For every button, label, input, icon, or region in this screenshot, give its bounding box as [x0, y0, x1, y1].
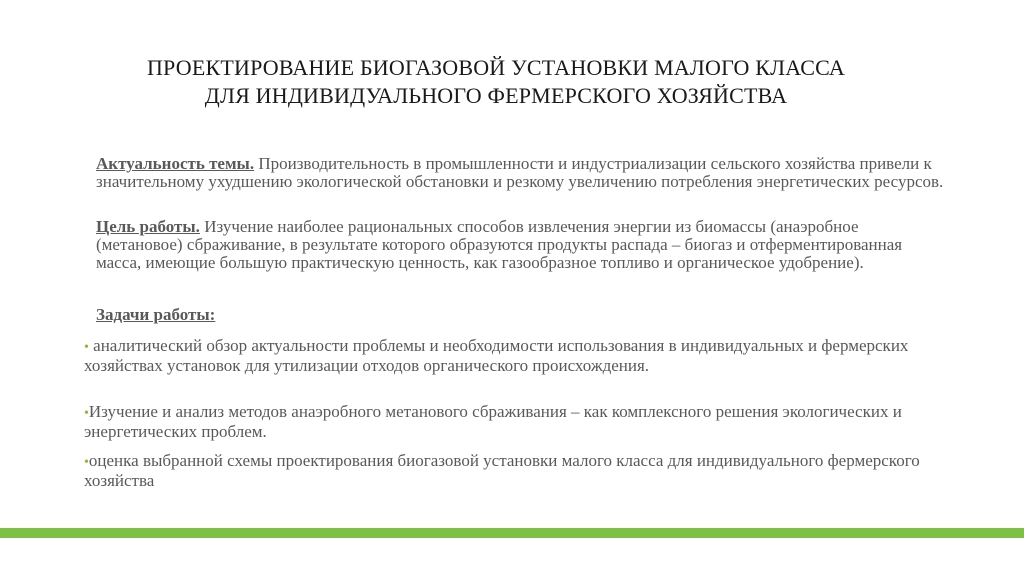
- task-item: [84, 403, 944, 441]
- goal-label: Цель работы.: [96, 217, 200, 236]
- task-item-text: Изучение и анализ методов анаэробного метанового сбраживания – как комплексного решения экологических и энергетических проблем.: [84, 402, 902, 441]
- bullet-icon: •: [84, 340, 89, 355]
- task-item: [84, 452, 944, 490]
- task-item-text: оценка выбранной схемы проектирования биогазовой установки малого класса для индивидуального фермерского хозяйства: [84, 451, 920, 490]
- tasks-heading: [96, 306, 944, 324]
- relevance-label: Актуальность темы.: [96, 154, 255, 173]
- accent-bar: [0, 528, 1024, 538]
- task-item-text: аналитический обзор актуальности проблемы и необходимости использования в индивидуальных и фермерских хозяйствах установок для утилизации отходов органического происхождения.: [84, 336, 909, 375]
- relevance-text: Производительность в промышленности и индустриализации сельского хозяйства привели к значительному ухудшению экологической обстановки и резкому увеличению потребления энергетических ресурсов.: [96, 154, 944, 191]
- tasks-label: Задачи работы:: [96, 305, 216, 324]
- bullet-icon: •: [84, 455, 89, 470]
- goal-paragraph: [96, 218, 944, 272]
- relevance-paragraph: [96, 155, 944, 191]
- bullet-icon: •: [84, 406, 89, 421]
- task-item: [84, 337, 944, 375]
- slide-title: ПРОЕКТИРОВАНИЕ БИОГАЗОВОЙ УСТАНОВКИ МАЛОГО КЛАССА ДЛЯ ИНДИВИДУАЛЬНОГО ФЕРМЕРСКОГО ХОЗЯЙСТВА: [146, 55, 846, 108]
- goal-text: Изучение наиболее рациональных способов извлечения энергии из биомассы (анаэробное (метановое) сбраживание, в результате которого образуются продукты распада – биогаз и отферментированная масса, имеющие большую практическую ценность, как газообразное топливо и органическое удобрение).: [96, 217, 903, 272]
